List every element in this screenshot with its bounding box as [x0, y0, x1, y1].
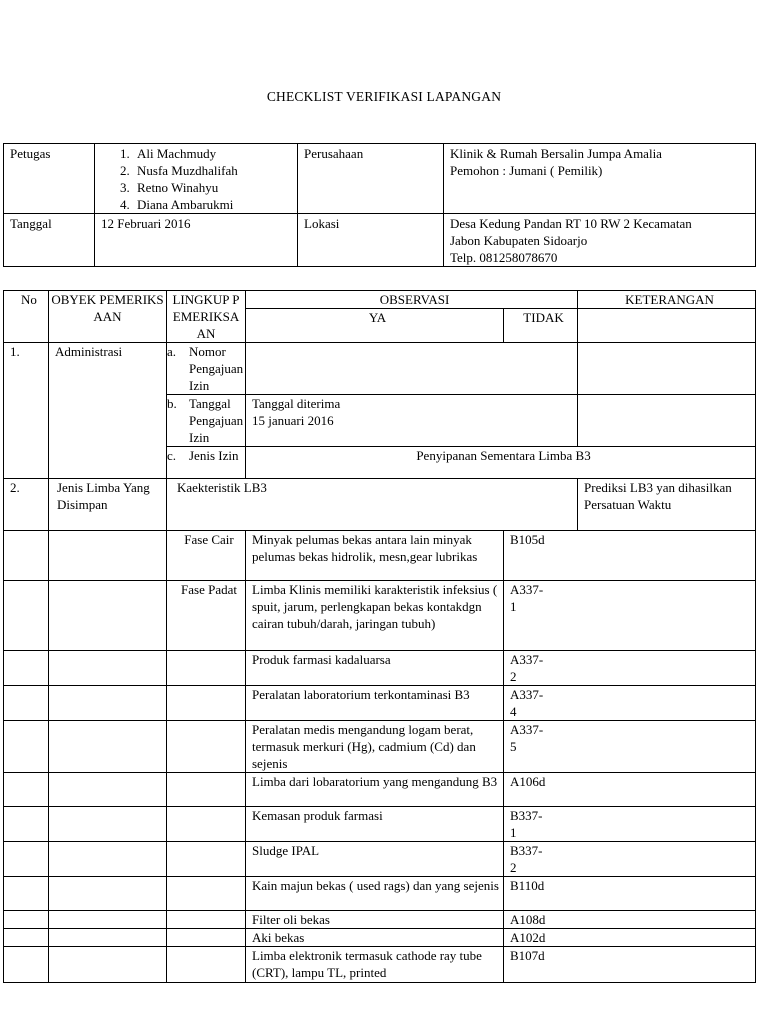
header-tidak: TIDAK [504, 309, 578, 343]
item-code: B110d [510, 878, 545, 893]
item-code: B107d [510, 948, 545, 963]
pemohon-value: Pemohon : Jumani ( Pemilik) [450, 163, 603, 178]
lokasi-label: Lokasi [298, 214, 444, 267]
lingkup-c [167, 447, 246, 479]
header-obyek: OBYEK PEMERIKSAAN [49, 291, 167, 343]
item-code: A337-4 [510, 687, 544, 719]
item-text: Limba Klinis memiliki karakteristik infeksius ( spuit, jarum, perlengkapan bekas kontakdgn cairan tubuh/darah, jaringan tubuh) [252, 582, 498, 631]
header-keterangan-sub [578, 309, 756, 343]
ket-prediksi: Prediksi LB3 yan dihasilkan Persatuan Waktu [578, 479, 756, 531]
lingkup-label: Nomor Pengajuan Izin [189, 344, 244, 393]
fase-label: Fase Cair [167, 531, 246, 581]
lingkup-num: c. [167, 448, 177, 463]
obs-a [246, 343, 578, 395]
lingkup-num: b. [167, 396, 177, 411]
perusahaan-value: Klinik & Rumah Bersalin Jumpa Amalia [450, 146, 662, 161]
header-observasi: OBSERVASI [246, 291, 578, 309]
item-desc [246, 877, 545, 911]
lingkup-label: Jenis Izin [189, 448, 239, 463]
lingkup-label: Tanggal Pengajuan Izin [189, 396, 244, 445]
row-obyek: Jenis Limba Yang Disimpan [49, 479, 167, 531]
tanggal-value: 12 Februari 2016 [95, 214, 298, 267]
item-desc [246, 807, 543, 842]
empty-cell [49, 581, 167, 651]
lingkup-num: a. [167, 344, 177, 359]
obs-c: Penyipanan Sementara Limba B3 [246, 447, 756, 479]
row-no: 2. [4, 479, 49, 531]
petugas-label: Petugas [4, 144, 95, 214]
item-desc [246, 911, 546, 929]
checklist-table [3, 290, 756, 983]
item-text: Sludge IPAL [252, 843, 320, 858]
telp-value: Telp. 081258078670 [450, 250, 558, 265]
item-desc [246, 947, 545, 983]
item-text: Produk farmasi kadaluarsa [252, 652, 391, 667]
item-text: Limba dari lobaratorium yang mengandung B3 [252, 774, 498, 789]
item-code: B337-2 [510, 843, 543, 875]
item-desc [246, 721, 544, 773]
item-code: A106d [510, 774, 546, 789]
petugas-item: 3. Retno Winahyu [133, 179, 297, 196]
petugas-item: 1. Ali Machmudy [133, 145, 297, 162]
lingkup-a [167, 343, 246, 395]
header-ya: YA [246, 309, 504, 343]
obs-b [246, 395, 578, 447]
lokasi-line: Jabon Kabupaten Sidoarjo [450, 233, 588, 248]
lokasi-cell [444, 214, 756, 267]
perusahaan-cell [444, 144, 756, 214]
item-text: Filter oli bekas [252, 912, 330, 927]
item-desc [246, 842, 543, 877]
lingkup-b [167, 395, 246, 447]
empty-cell [4, 581, 49, 651]
info-table [3, 143, 756, 267]
tanggal-label: Tanggal [4, 214, 95, 267]
item-desc [246, 581, 544, 651]
item-text: Peralatan laboratorium terkontaminasi B3 [252, 687, 470, 702]
item-text: Minyak pelumas bekas antara lain minyak pelumas bekas hidrolik, mesn,gear lubrikas [252, 532, 478, 564]
document-title: CHECKLIST VERIFIKASI LAPANGAN [266, 89, 502, 104]
petugas-item: 2. Nusfa Muzdhalifah [133, 162, 297, 179]
fase-label: Fase Padat [167, 581, 246, 651]
header-no: No [4, 291, 49, 343]
item-desc [246, 686, 544, 721]
item-desc [246, 929, 546, 947]
lokasi-line: Desa Kedung Pandan RT 10 RW 2 Kecamatan [450, 216, 692, 231]
item-text: Kain majun bekas ( used rags) dan yang sejenis [252, 878, 499, 893]
ket-a [578, 343, 756, 395]
item-code: A337-1 [510, 582, 544, 614]
header-lingkup: LINGKUP PEMERIKSAAN [167, 291, 246, 343]
item-text: Limba elektronik termasuk cathode ray tube (CRT), lampu TL, printed [252, 948, 482, 980]
item-code: B337-1 [510, 808, 543, 840]
row-no: 1. [4, 343, 49, 479]
row-obyek: Administrasi [49, 343, 167, 479]
header-keterangan: KETERANGAN [578, 291, 756, 309]
item-text: Aki bekas [252, 930, 305, 945]
petugas-list [95, 144, 298, 214]
empty-cell [4, 531, 49, 581]
item-desc [246, 651, 544, 686]
item-code: A337-2 [510, 652, 544, 684]
item-desc [246, 531, 545, 581]
obs-b-line: 15 januari 2016 [252, 413, 334, 428]
petugas-item: 4. Diana Ambarukmi [133, 196, 297, 213]
item-text: Kemasan produk farmasi [252, 808, 383, 823]
perusahaan-label: Perusahaan [298, 144, 444, 214]
item-desc [246, 773, 546, 807]
item-code: A337-5 [510, 722, 544, 754]
item-code: B105d [510, 532, 545, 547]
ket-b [578, 395, 756, 447]
obs-b-line: Tanggal diterima [252, 396, 341, 411]
item-code: A108d [510, 912, 546, 927]
empty-cell [49, 531, 167, 581]
item-code: A102d [510, 930, 546, 945]
item-text: Peralatan medis mengandung logam berat, termasuk merkuri (Hg), cadmium (Cd) dan sejenis [252, 722, 476, 771]
karakteristik-label: Kaekteristik LB3 [167, 479, 578, 531]
